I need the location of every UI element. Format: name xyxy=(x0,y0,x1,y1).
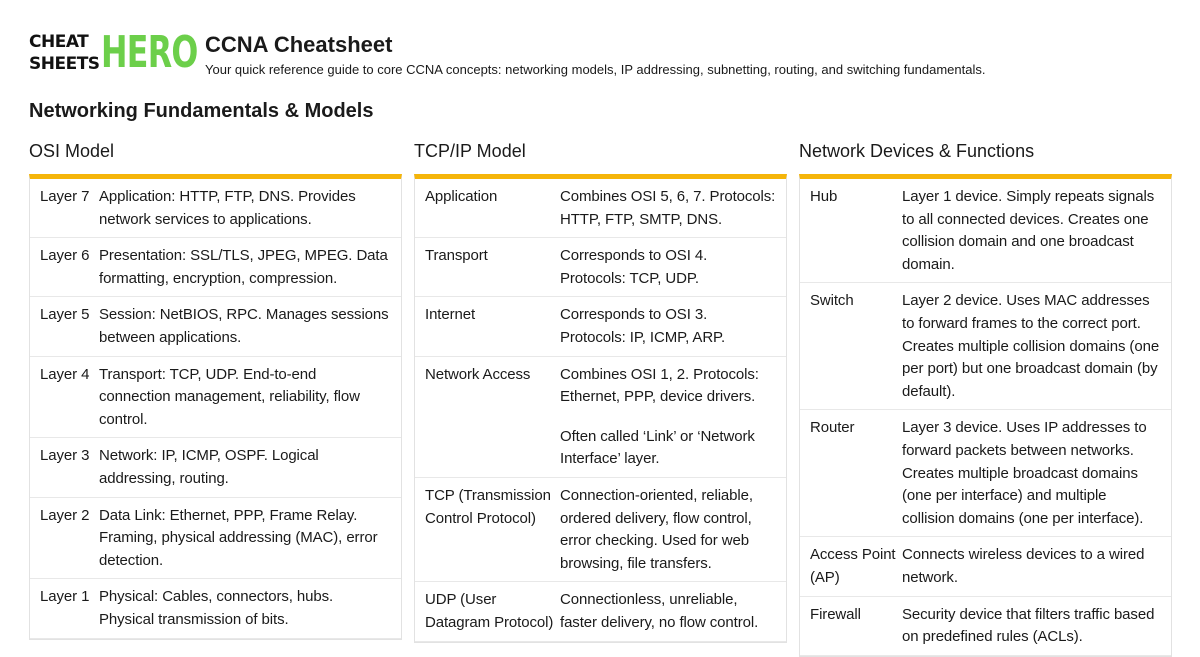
description-text: Corresponds to OSI 4. Protocols: TCP, UDP. xyxy=(560,247,708,287)
description-text: Presentation: SSL/TLS, JPEG, MPEG. Data formatting, encryption, compression. xyxy=(99,247,388,287)
row-description xyxy=(902,417,1161,530)
description-text: Session: NetBIOS, RPC. Manages sessions between applications. xyxy=(99,306,389,346)
row-term: Switch xyxy=(810,292,854,310)
description-text: Often called ‘Link’ or ‘Network Interface’ layer. xyxy=(560,427,755,468)
row-description xyxy=(902,186,1161,276)
description-text: Layer 3 device. Uses IP addresses to forward packets between networks. Creates multiple broadcast domains (one per interface) and multiple collision domains (one per interface). xyxy=(902,419,1147,527)
description-text: Connects wireless devices to a wired network. xyxy=(902,546,1145,586)
row-description xyxy=(99,505,391,573)
table-row xyxy=(415,297,786,356)
row-description xyxy=(902,604,1161,649)
row-term: Router xyxy=(810,419,855,437)
row-term: Internet xyxy=(425,306,476,324)
row-description xyxy=(560,485,776,575)
row-description xyxy=(560,589,776,634)
row-term: TCP (Transmission Control Protocol) xyxy=(425,486,551,527)
table-row xyxy=(800,283,1171,410)
row-description xyxy=(99,186,391,231)
column-title: OSI Model xyxy=(29,141,115,161)
description-text: Data Link: Ethernet, PPP, Frame Relay. Framing, physical addressing (MAC), error detection. xyxy=(99,506,378,569)
row-term: Application xyxy=(425,188,498,205)
row-term: Hub xyxy=(810,188,838,205)
page-subtitle: Your quick reference guide to core CCNA concepts: networking models, IP addressing, subnetting, routing, and switching fundamentals. xyxy=(205,62,986,77)
row-term: Transport xyxy=(425,247,488,265)
row-term: Layer 1 xyxy=(40,588,90,606)
table-row xyxy=(30,179,401,238)
row-term: UDP (User Datagram Protocol) xyxy=(425,591,554,631)
page-title: CCNA Cheatsheet xyxy=(205,32,393,57)
row-description xyxy=(99,586,391,631)
row-term: Firewall xyxy=(810,605,861,623)
column-title: TCP/IP Model xyxy=(414,141,526,161)
description-text: Transport: TCP, UDP. End-to-end connection management, reliability, flow control. xyxy=(99,365,360,428)
row-description xyxy=(560,304,776,349)
table-row xyxy=(30,238,401,297)
row-term: Network Access xyxy=(425,365,531,383)
table-row xyxy=(800,179,1171,283)
table-row xyxy=(800,537,1171,596)
description-text: Corresponds to OSI 3. Protocols: IP, ICMP, ARP. xyxy=(560,306,726,346)
description-text: Combines OSI 5, 6, 7. Protocols: HTTP, FTP, SMTP, DNS. xyxy=(560,188,776,228)
row-description xyxy=(560,364,776,471)
table-row xyxy=(30,438,401,497)
table-row xyxy=(415,179,786,238)
table-row xyxy=(415,357,786,478)
description-text: Layer 2 device. Uses MAC addresses to forward frames to the correct port. Creates multiple collision domains (one per port) but one broadcast domain (by default). xyxy=(902,292,1160,400)
row-description xyxy=(560,245,776,290)
table-row xyxy=(800,597,1171,656)
description-text: Security device that filters traffic based on predefined rules (ACLs). xyxy=(902,605,1155,646)
logo-hero: HERO xyxy=(100,27,198,78)
description-text: Application: HTTP, FTP, DNS. Provides network services to applications. xyxy=(99,188,356,228)
row-description xyxy=(99,304,391,349)
row-term: Layer 5 xyxy=(40,306,90,324)
row-term: Layer 3 xyxy=(40,447,90,465)
description-text: Combines OSI 1, 2. Protocols: Ethernet, PPP, device drivers. xyxy=(560,365,759,406)
column-1 xyxy=(414,140,787,643)
table-row xyxy=(415,238,786,297)
row-description xyxy=(902,544,1161,589)
section-title: Networking Fundamentals & Models xyxy=(29,100,374,122)
description-text: Network: IP, ICMP, OSPF. Logical addressing, routing. xyxy=(99,447,319,487)
row-description xyxy=(99,245,391,290)
table-row xyxy=(30,357,401,439)
row-term: Layer 2 xyxy=(40,506,90,524)
logo-wordmark: CHEAT SHEETS xyxy=(29,32,100,74)
row-description xyxy=(560,186,776,231)
table-row xyxy=(30,297,401,356)
cheatsheets-hero-logo[interactable] xyxy=(29,27,235,78)
reference-table xyxy=(414,174,787,643)
row-term: Access Point (AP) xyxy=(810,546,896,586)
reference-table xyxy=(29,174,402,640)
row-term: Layer 6 xyxy=(40,247,90,265)
description-text: Layer 1 device. Simply repeats signals to all connected devices. Creates one collision domain and one broadcast domain. xyxy=(902,188,1155,273)
row-description xyxy=(902,290,1161,403)
table-row xyxy=(415,582,786,641)
row-term: Layer 7 xyxy=(40,188,90,205)
reference-table xyxy=(799,174,1172,657)
table-row xyxy=(30,498,401,580)
row-description xyxy=(99,364,391,432)
description-text: Connectionless, unreliable, faster delivery, no flow control. xyxy=(560,591,759,631)
description-text: Connection-oriented, reliable, ordered delivery, flow control, error checking. Used for web browsing, file transfers. xyxy=(560,486,753,572)
row-description xyxy=(99,445,391,490)
description-text: Physical: Cables, connectors, hubs. Physical transmission of bits. xyxy=(99,588,334,628)
column-title: Network Devices & Functions xyxy=(799,141,1035,161)
column-0 xyxy=(29,140,402,640)
row-term: Layer 4 xyxy=(40,365,90,383)
table-row xyxy=(415,478,786,582)
column-2 xyxy=(799,140,1172,657)
table-row xyxy=(800,410,1171,537)
